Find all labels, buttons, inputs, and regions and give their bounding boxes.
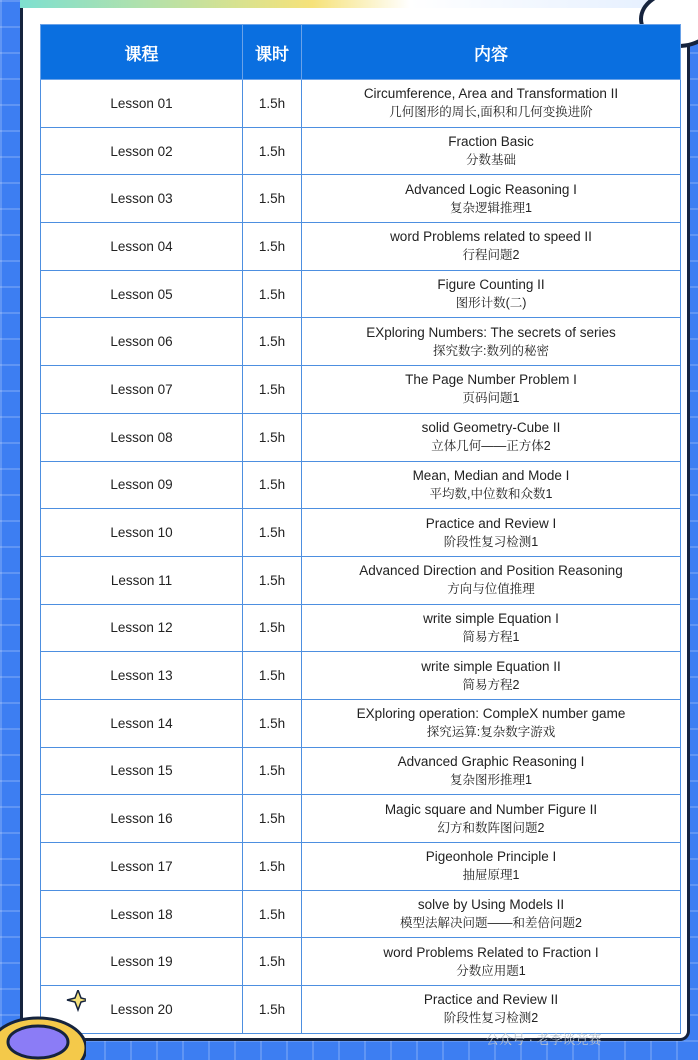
content-english: Pigeonhole Principle I bbox=[425, 849, 557, 865]
content-english: Advanced Logic Reasoning I bbox=[405, 181, 577, 197]
hours-cell: 1.5h bbox=[243, 223, 302, 271]
content-english: word Problems Related to Fraction I bbox=[383, 944, 599, 960]
content-english: Advanced Graphic Reasoning I bbox=[397, 753, 585, 769]
content-chinese: 立体几何——正方体2 bbox=[431, 439, 551, 454]
content-english: Magic square and Number Figure II bbox=[384, 801, 598, 817]
lesson-cell: Lesson 12 bbox=[41, 604, 243, 652]
content-english: write simple Equation II bbox=[421, 658, 561, 674]
lesson-cell: Lesson 08 bbox=[41, 413, 243, 461]
hours-cell: 1.5h bbox=[243, 556, 302, 604]
table-row bbox=[41, 938, 681, 986]
table-row bbox=[41, 175, 681, 223]
content-english: Advanced Direction and Position Reasoning bbox=[359, 563, 623, 579]
content-english: write simple Equation I bbox=[423, 610, 559, 626]
content-english: solid Geometry-Cube II bbox=[421, 420, 561, 436]
lesson-cell: Lesson 09 bbox=[41, 461, 243, 509]
content-cell bbox=[302, 652, 681, 700]
lesson-cell: Lesson 05 bbox=[41, 270, 243, 318]
table-row bbox=[41, 318, 681, 366]
content-cell bbox=[302, 556, 681, 604]
hours-cell: 1.5h bbox=[243, 413, 302, 461]
content-chinese: 复杂逻辑推理1 bbox=[450, 200, 532, 215]
lesson-cell: Lesson 04 bbox=[41, 223, 243, 271]
table-row bbox=[41, 890, 681, 938]
content-english: EXploring operation: CompleX number game bbox=[356, 706, 626, 722]
table-row bbox=[41, 127, 681, 175]
content-english: Practice and Review II bbox=[423, 992, 559, 1008]
hours-cell: 1.5h bbox=[243, 318, 302, 366]
content-cell bbox=[302, 127, 681, 175]
table-row bbox=[41, 413, 681, 461]
content-chinese: 幻方和数阵图问题2 bbox=[437, 820, 545, 835]
content-chinese: 平均数,中位数和众数1 bbox=[429, 486, 553, 501]
content-chinese: 简易方程2 bbox=[462, 677, 520, 692]
content-cell bbox=[302, 461, 681, 509]
content-english: Practice and Review I bbox=[425, 515, 557, 531]
header-course: 课程 bbox=[41, 25, 243, 80]
content-english: Fraction Basic bbox=[448, 134, 534, 150]
content-chinese: 分数基础 bbox=[465, 153, 516, 168]
lesson-cell: Lesson 06 bbox=[41, 318, 243, 366]
content-chinese: 行程问题2 bbox=[462, 248, 520, 263]
content-cell bbox=[302, 890, 681, 938]
content-chinese: 抽屉原理1 bbox=[462, 868, 520, 883]
rocket-icon bbox=[0, 990, 86, 1060]
hours-cell: 1.5h bbox=[243, 270, 302, 318]
hours-cell: 1.5h bbox=[243, 795, 302, 843]
table-row bbox=[41, 509, 681, 557]
lesson-cell: Lesson 19 bbox=[41, 938, 243, 986]
lesson-cell: Lesson 17 bbox=[41, 843, 243, 891]
table-row bbox=[41, 80, 681, 128]
lesson-cell: Lesson 11 bbox=[41, 556, 243, 604]
table-row bbox=[41, 652, 681, 700]
content-cell bbox=[302, 80, 681, 128]
hours-cell: 1.5h bbox=[243, 699, 302, 747]
content-cell bbox=[302, 795, 681, 843]
content-english: Circumference, Area and Transformation II bbox=[363, 86, 619, 102]
table-row bbox=[41, 986, 681, 1034]
hours-cell: 1.5h bbox=[243, 938, 302, 986]
table-row bbox=[41, 223, 681, 271]
hours-cell: 1.5h bbox=[243, 127, 302, 175]
content-chinese: 模型法解决问题——和差倍问题2 bbox=[400, 916, 582, 931]
lesson-cell: Lesson 07 bbox=[41, 366, 243, 414]
lesson-cell: Lesson 10 bbox=[41, 509, 243, 557]
content-cell bbox=[302, 270, 681, 318]
content-chinese: 页码问题1 bbox=[462, 391, 520, 406]
course-schedule-table bbox=[40, 24, 681, 1034]
content-cell bbox=[302, 175, 681, 223]
content-cell bbox=[302, 366, 681, 414]
content-cell bbox=[302, 604, 681, 652]
lesson-cell: Lesson 02 bbox=[41, 127, 243, 175]
lesson-cell: Lesson 20 bbox=[41, 986, 243, 1034]
hours-cell: 1.5h bbox=[243, 652, 302, 700]
hours-cell: 1.5h bbox=[243, 461, 302, 509]
lesson-cell: Lesson 03 bbox=[41, 175, 243, 223]
hours-cell: 1.5h bbox=[243, 509, 302, 557]
content-cell bbox=[302, 938, 681, 986]
hours-cell: 1.5h bbox=[243, 890, 302, 938]
lesson-cell: Lesson 16 bbox=[41, 795, 243, 843]
content-english: Figure Counting II bbox=[437, 277, 545, 293]
content-english: Mean, Median and Mode I bbox=[412, 467, 570, 483]
content-cell bbox=[302, 509, 681, 557]
content-chinese: 阶段性复习检测1 bbox=[443, 534, 539, 549]
content-chinese: 复杂图形推理1 bbox=[450, 772, 532, 787]
content-cell bbox=[302, 986, 681, 1034]
content-chinese: 阶段性复习检测2 bbox=[443, 1011, 539, 1026]
hours-cell: 1.5h bbox=[243, 604, 302, 652]
header-content: 内容 bbox=[302, 25, 681, 80]
content-chinese: 分数应用题1 bbox=[456, 963, 526, 978]
table-row bbox=[41, 843, 681, 891]
content-chinese: 几何图形的周长,面积和几何变换进阶 bbox=[389, 105, 593, 120]
table-row bbox=[41, 699, 681, 747]
table-row bbox=[41, 604, 681, 652]
content-english: The Page Number Problem I bbox=[405, 372, 577, 388]
lesson-cell: Lesson 01 bbox=[41, 80, 243, 128]
content-cell bbox=[302, 843, 681, 891]
lesson-cell: Lesson 15 bbox=[41, 747, 243, 795]
content-chinese: 图形计数(二) bbox=[455, 296, 527, 311]
content-english: solve by Using Models II bbox=[417, 897, 565, 913]
table-row bbox=[41, 556, 681, 604]
hours-cell: 1.5h bbox=[243, 366, 302, 414]
table-header-row bbox=[41, 25, 681, 80]
content-chinese: 探究运算:复杂数字游戏 bbox=[426, 725, 556, 740]
content-cell bbox=[302, 413, 681, 461]
header-hours: 课时 bbox=[243, 25, 302, 80]
hours-cell: 1.5h bbox=[243, 175, 302, 223]
content-english: word Problems related to speed II bbox=[390, 229, 592, 245]
table-row bbox=[41, 270, 681, 318]
table-row bbox=[41, 461, 681, 509]
content-cell bbox=[302, 699, 681, 747]
lesson-cell: Lesson 18 bbox=[41, 890, 243, 938]
hours-cell: 1.5h bbox=[243, 747, 302, 795]
content-chinese: 方向与位值推理 bbox=[447, 582, 535, 597]
hours-cell: 1.5h bbox=[243, 80, 302, 128]
hours-cell: 1.5h bbox=[243, 843, 302, 891]
decorative-strip bbox=[20, 0, 670, 8]
lesson-cell: Lesson 14 bbox=[41, 699, 243, 747]
table-row bbox=[41, 795, 681, 843]
content-chinese: 探究数字:数列的秘密 bbox=[433, 343, 549, 358]
watermark-text: 公众号 · 老李谈竞赛 bbox=[486, 1032, 602, 1047]
content-chinese: 简易方程1 bbox=[462, 629, 520, 644]
table-row bbox=[41, 747, 681, 795]
content-cell bbox=[302, 747, 681, 795]
content-english: EXploring Numbers: The secrets of series bbox=[366, 324, 616, 340]
content-cell bbox=[302, 318, 681, 366]
table-row bbox=[41, 366, 681, 414]
content-cell bbox=[302, 223, 681, 271]
lesson-cell: Lesson 13 bbox=[41, 652, 243, 700]
hours-cell: 1.5h bbox=[243, 986, 302, 1034]
